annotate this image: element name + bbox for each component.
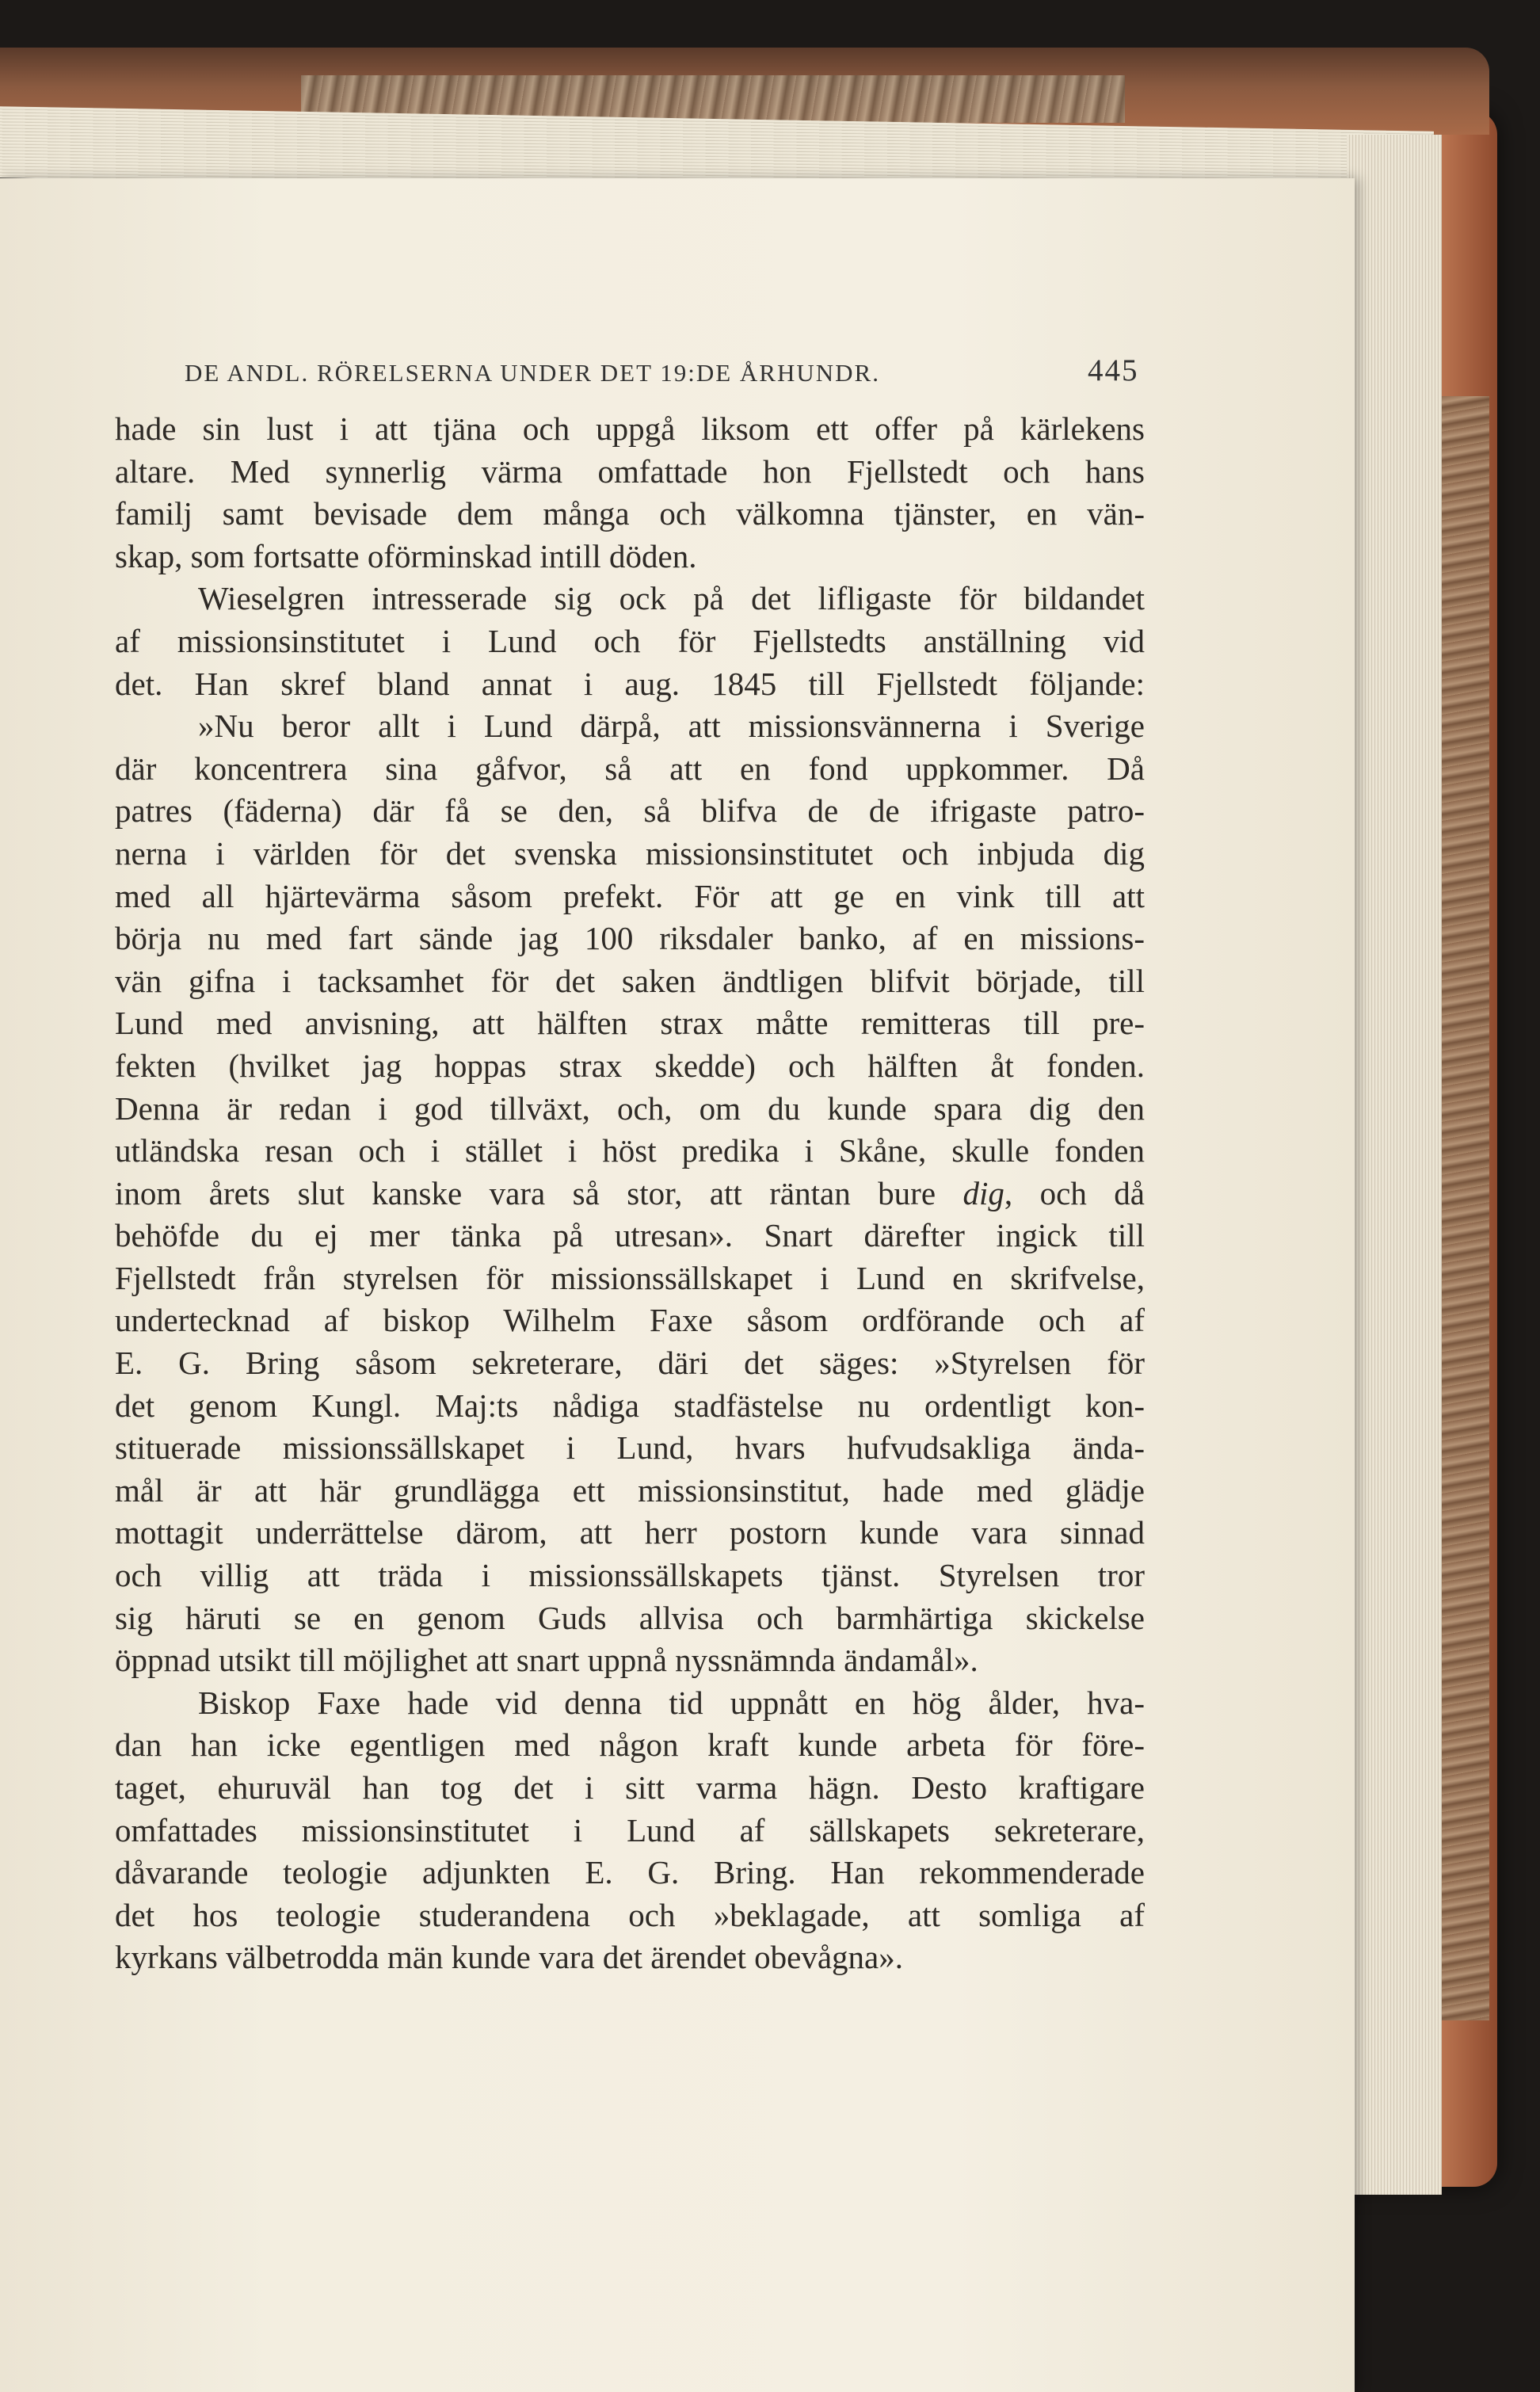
text-line: dan han icke egentligen med någon kraft kunde arbeta för före- <box>115 1726 1145 1764</box>
text-line: nerna i världen för det svenska missionsinstitutet och inbjuda dig <box>115 834 1145 872</box>
text-line: Denna är redan i god tillväxt, och, om du kunde spara dig den <box>115 1089 1145 1127</box>
text-line: sig häruti se en genom Guds allvisa och barmhärtiga skickelse <box>115 1599 1145 1636</box>
text-line: E. G. Bring såsom sekreterare, däri det säges: »Styrelsen för <box>115 1345 1145 1382</box>
text-line: taget, ehuruväl han tog det i sitt varma hägn. Desto kraftigare <box>115 1769 1145 1806</box>
text-line: altare. Med synnerlig värma omfattade hon Fjellstedt och hans <box>115 452 1145 490</box>
text-line: Wieselgren intresserade sig ock på det lifligaste för bildandet <box>198 580 1145 617</box>
page-number: 445 <box>1088 353 1139 387</box>
text-line: utländska resan och i stället i höst predika i Skåne, skulle fonden <box>115 1132 1145 1169</box>
text-line: Lund med anvisning, att hälften strax måtte remitteras till pre- <box>115 1005 1145 1042</box>
text-line: mål är att här grundlägga ett missionsinstitut, hade med glädje <box>115 1471 1145 1509</box>
text-line: kyrkans välbetrodda män kunde vara det ärendet obevågna». <box>115 1939 903 1976</box>
text-line: det. Han skref bland annat i aug. 1845 till Fjellstedt följande: <box>115 665 1145 702</box>
italic-word: dig <box>962 1174 1004 1211</box>
text-line: och villig att träda i missionssällskapets tjänst. Styrelsen tror <box>115 1557 1145 1594</box>
text-line: undertecknad af biskop Wilhelm Faxe såsom ordförande och af <box>115 1302 1145 1339</box>
text-line: öppnad utsikt till möjlighet att snart uppnå nyssnämnda ändamål». <box>115 1642 978 1679</box>
text-line: patres (fäderna) där få se den, så blifva de de ifrigaste patro- <box>115 792 1145 830</box>
text-segment: , och då <box>1004 1174 1145 1211</box>
text-line: familj samt bevisade dem många och välkomna tjänster, en vän- <box>115 495 1145 532</box>
text-line: omfattades missionsinstitutet i Lund af sällskapets sekreterare, <box>115 1811 1145 1848</box>
book-page <box>0 178 1355 2392</box>
text-line: börja nu med fart sände jag 100 riksdaler banko, af en missions- <box>115 920 1145 957</box>
text-line: af missionsinstitutet i Lund och för Fjellstedts anställning vid <box>115 622 1145 659</box>
cover-marbling <box>1442 396 1489 2020</box>
text-line: där koncentrera sina gåfvor, så att en fond uppkommer. Då <box>115 750 1145 787</box>
page-stack-right <box>1347 135 1442 2195</box>
text-line: med all hjärtevärma såsom prefekt. För att ge en vink till att <box>115 877 1145 914</box>
text-line: fekten (hvilket jag hoppas strax skedde) och hälften åt fonden. <box>115 1047 1145 1084</box>
text-line: dåvarande teologie adjunkten E. G. Bring. Han rekommenderade <box>115 1854 1145 1891</box>
text-line: mottagit underrättelse därom, att herr postorn kunde vara sinnad <box>115 1514 1145 1551</box>
text-line: behöfde du ej mer tänka på utresan». Snart därefter ingick till <box>115 1217 1145 1254</box>
text-line: Fjellstedt från styrelsen för missionssällskapet i Lund en skrifvelse, <box>115 1259 1145 1296</box>
text-line: »Nu beror allt i Lund därpå, att missionsvännerna i Sverige <box>198 708 1145 745</box>
text-line: det hos teologie studerandena och »beklagade, att somliga af <box>115 1896 1145 1933</box>
body-text <box>115 408 1145 1979</box>
text-segment: inom årets slut kanske vara så stor, att räntan bure <box>115 1174 963 1211</box>
text-line: hade sin lust i att tjäna och uppgå liksom ett offer på kärlekens <box>115 410 1145 447</box>
text-line: stituerade missionssällskapet i Lund, hvars hufvudsakliga ända- <box>115 1429 1145 1467</box>
text-line: skap, som fortsatte oförminskad intill döden. <box>115 537 697 574</box>
text-line <box>115 1173 1145 1215</box>
running-head: DE ANDL. RÖRELSERNA UNDER DET 19:DE ÅRHUNDR. <box>185 359 880 387</box>
text-line: det genom Kungl. Maj:ts nådiga stadfästelse nu ordentligt kon- <box>115 1387 1145 1424</box>
text-line: vän gifna i tacksamhet för det saken ändtligen blifvit började, till <box>115 962 1145 999</box>
text-line: Biskop Faxe hade vid denna tid uppnått en hög ålder, hva- <box>198 1684 1145 1721</box>
